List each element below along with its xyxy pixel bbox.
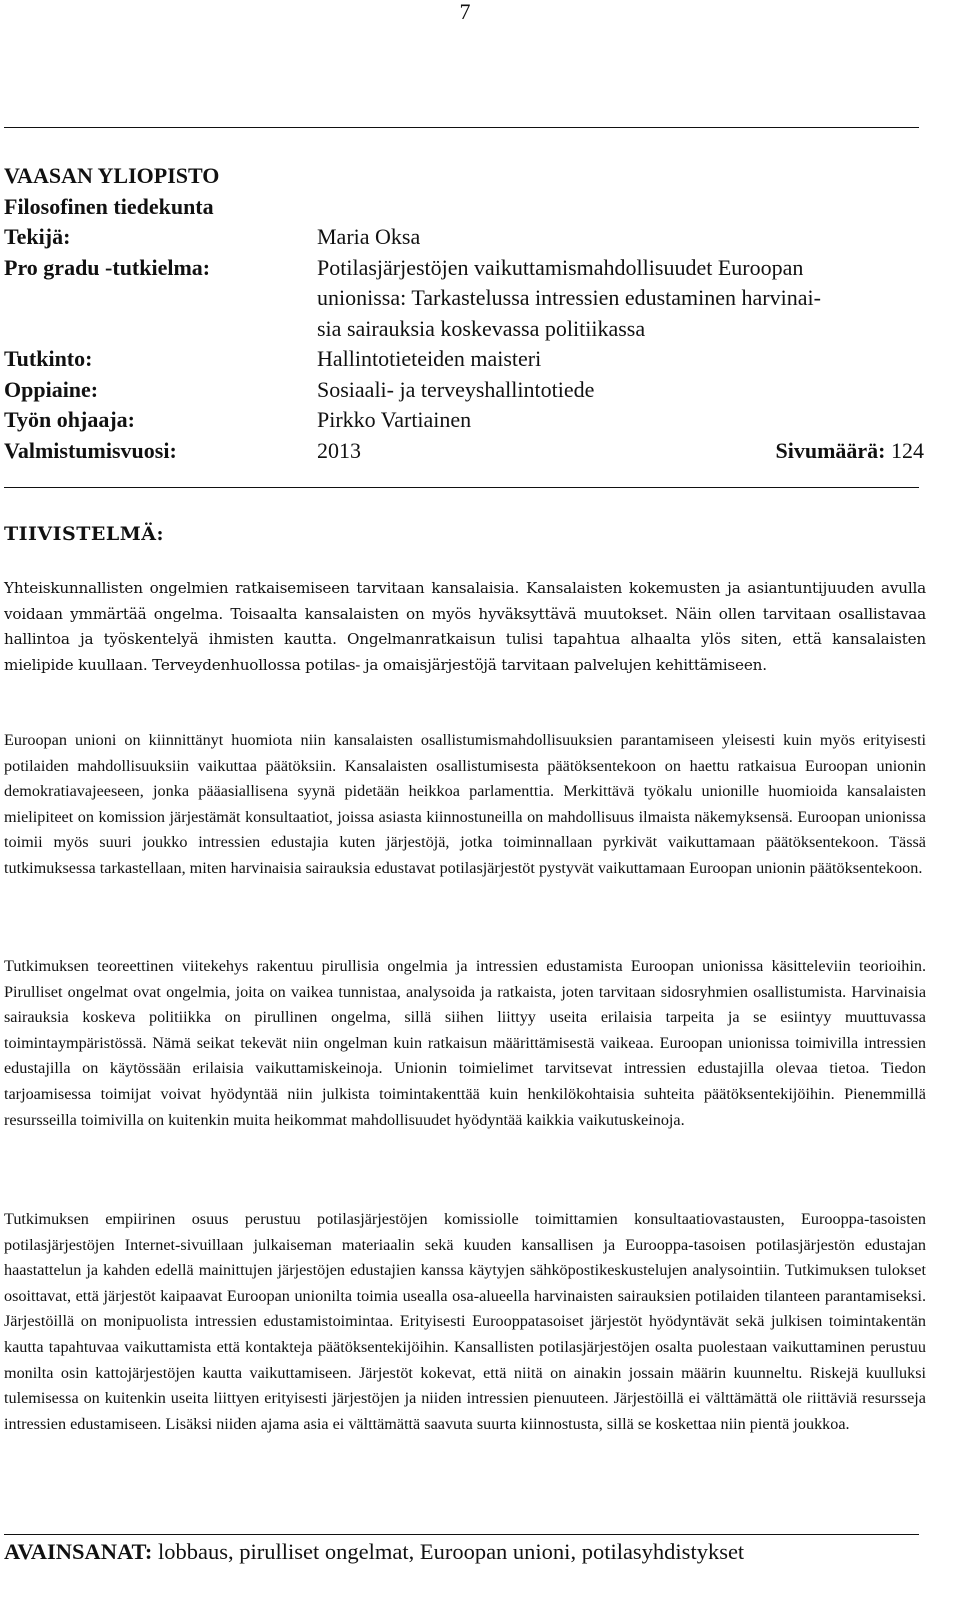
abstract-paragraph: Yhteiskunnallisten ongelmien ratkaisemiseen tarvitaan kansalaisia. Kansalaisten kokemusten ja asiantuntijuuden avulla voidaan ymmärtää ongelma. Toisaalta kansalaisten on myös hyväksyttävä muutokset. Näin ollen tarvitaan osallistavaa hallintoa ja työskentelyä ihmisten kautta. Ongelmanratkaisun tulisi tapahtua alhaalta ylös siten, että kansalaisten mielipide kuullaan. Terveydenhuollossa potilas- ja omaisjärjestöjä tarvitaan palvelujen kehittämiseen.: [4, 579, 926, 674]
abstract-heading: TIIVISTELMÄ:: [4, 523, 165, 545]
page-count: [776, 436, 925, 467]
page-count-value: 124: [891, 437, 924, 463]
top-divider: [4, 127, 919, 128]
subject-label: Oppiaine:: [4, 376, 99, 402]
thesis-info-block: [4, 161, 924, 466]
page-count-label: Sivumäärä:: [775, 437, 886, 463]
keywords-line: [4, 1537, 926, 1567]
subject-row: [4, 375, 924, 406]
bottom-divider: [4, 1534, 919, 1535]
degree-row: [4, 344, 924, 375]
keywords-label: AVAINSANAT:: [4, 1539, 153, 1564]
year-value: 2013: [317, 437, 361, 463]
supervisor-label: Työn ohjaaja:: [4, 407, 135, 432]
thesis-title: [317, 253, 924, 345]
degree-label: Tutkinto:: [4, 346, 93, 371]
supervisor-value: Pirkko Vartiainen: [317, 407, 472, 432]
university-name: VAASAN YLIOPISTO: [4, 163, 220, 188]
author-row: [4, 222, 924, 253]
author-label: Tekijä:: [4, 224, 71, 249]
thesis-row: [4, 253, 924, 345]
thesis-title-line: sia sairauksia koskevassa politiikassa: [317, 315, 646, 341]
author-value: Maria Oksa: [317, 224, 421, 249]
middle-divider: [4, 487, 919, 488]
page-number: 7: [459, 0, 471, 24]
faculty-name: Filosofinen tiedekunta: [4, 193, 214, 219]
thesis-label: Pro gradu -tutkielma:: [4, 254, 211, 280]
thesis-title-line: unionissa: Tarkastelussa intressien edustaminen harvinai-: [317, 285, 821, 310]
abstract-paragraph: Euroopan unioni on kiinnittänyt huomiota niin kansalaisten osallistumismahdollisuuksien parantamiseen yleisesti kuin myös erityisesti potilaiden mahdollisuuksiin vaikuttaa päätöksiin. Kansalaisten osallistumisesta päätöksentekoon on haettu ratkaisua Euroopan unionin demokratiavajeeseen, jonka pääasiallisena syynä pidetään heikkoa parlamenttia. Merkittävä työkalu unionille huomioida kansalaisten mielipiteet on komission järjestämät konsultaatiot, joissa asiasta kiinnostuneilla on mahdollisuus ilmaista näkemyksensä. Euroopan unionissa toimii myös suuri joukko intressien edustajia kuten järjestöjä, jotka toiminnallaan pyrkivät vaikuttamaan päätöksentekoon. Tässä tutkimuksessa tarkastellaan, miten harvinaisia sairauksia edustavat potilasjärjestöt pystyvät vaikuttamaan Euroopan unionin päätöksentekoon.: [4, 731, 926, 877]
year-label: Valmistumisvuosi:: [4, 437, 177, 463]
supervisor-row: [4, 405, 924, 436]
keywords-text: lobbaus, pirulliset ongelmat, Euroopan unioni, potilasyhdistykset: [158, 1539, 745, 1564]
year-row: [4, 436, 924, 467]
abstract-paragraph: Tutkimuksen teoreettinen viitekehys rakentuu pirullisia ongelmia ja intressien edustamista Euroopan unionissa käsitteleviin teorioihin. Pirulliset ongelmat ovat ongelmia, joita on vaikea tunnistaa, analysoida ja ratkaista, joten tarvitaan sidosryhmien osallistumista. Harvinaisia sairauksia koskeva politiikka on pirullinen ongelma, sillä siihen liittyy useita erilaisia tarpeita ja se esiintyy muuttuvassa toimintaympäristössä. Nämä seikat tekevät niin ongelman kuin ratkaisun määrittämisestä vaikeaa. Euroopan unionissa toimivilla intressien edustajilla on käytössään erilaisia vaikuttamiskeinoja. Unionin toimielimet tarvitsevat intressien edustajilla olevaa tietoa. Tiedon tarjoamisessa toimijat voivat hyödyntää niin julkista toimintakenttää kuin henkilökohtaisia suhteita päätöksentekijöihin. Pienemmillä resursseilla toimivilla on kuitenkin muita heikommat mahdollisuudet hyödyntää kaikkia vaikutuskeinoja.: [4, 957, 926, 1129]
thesis-title-line: Potilasjärjestöjen vaikuttamismahdollisuudet Euroopan: [317, 254, 804, 280]
subject-value: Sosiaali- ja terveyshallintotiede: [317, 376, 595, 402]
degree-value: Hallintotieteiden maisteri: [317, 346, 542, 371]
abstract-paragraph: Tutkimuksen empiirinen osuus perustuu potilasjärjestöjen komissiolle toimittamien konsultaatiovastausten, Eurooppa-tasoisten potilasjärjestöjen Internet-sivuillaan julkaiseman materiaalin sekä kuuden kansallisen ja Eurooppa-tasoisen potilasjärjestön edustajan haastattelun ja kahden edellä mainittujen järjestöjen edustajien kanssa käytyjen sähköpostikeskustelujen analysointiin. Tutkimuksen tulokset osoittavat, että järjestöt kaipaavat Euroopan unionilta toimia usealla osa-alueella harvinaisten sairauksien potilaiden tilanteen parantamiseksi. Järjestöillä on monipuolista intressien edustamistoimintaa. Erityisesti Eurooppatasoiset järjestöt hyödyntävät sekä julkisen toimintakentän kautta tapahtuvaa vaikuttamista että kontakteja päätöksentekijöihin. Kansallisten potilasjärjestöjen osalta puolestaan vaikuttaminen perustuu monilta osin kattojärjestöjen kautta vaikuttamiseen. Järjestöt kokevat, että niitä on ainakin jossain määrin kuunneltu. Riskejä kuulluksi tulemisessa on kuitenkin useita liittyen erityisesti järjestöjen ja niiden intressien pienuuteen. Järjestöillä ei välttämättä ole riittäviä resursseja intressien edustamiseen. Lisäksi niiden ajama asia ei välttämättä saavuta suurta kiinnostusta, sillä se koskettaa niin pientä joukkoa.: [4, 1210, 926, 1433]
